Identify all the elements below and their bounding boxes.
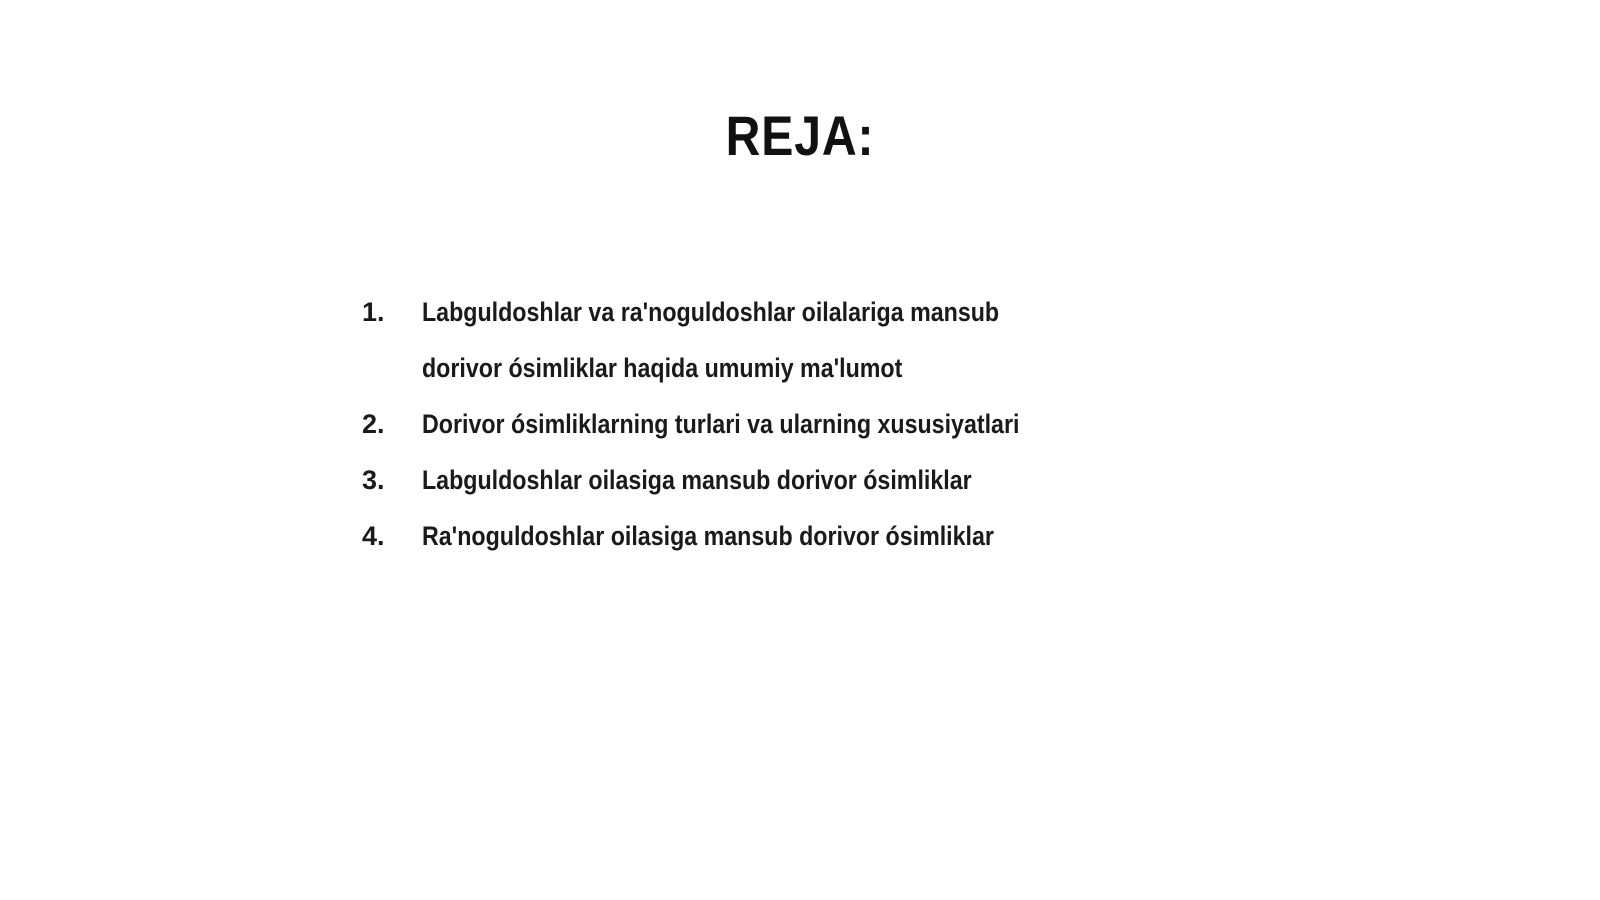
plan-item-1 <box>362 284 1122 396</box>
plan-item-text: Ra'noguldoshlar oilasiga mansub dorivor ósimliklar <box>422 521 994 551</box>
plan-item-3 <box>362 452 1122 508</box>
plan-item-text: Labguldoshlar va ra'noguldoshlar oilalariga mansub dorivor ósimliklar haqida umumiy ma'lumot <box>422 297 1000 383</box>
plan-list <box>362 284 1122 564</box>
plan-item-number: 3. <box>362 465 385 495</box>
plan-item-2 <box>362 396 1122 452</box>
plan-item-number: 4. <box>362 521 385 551</box>
plan-item-4 <box>362 508 1122 564</box>
slide-title: REJA: <box>725 104 875 167</box>
plan-item-number: 1. <box>362 297 385 327</box>
plan-item-number: 2. <box>362 409 385 439</box>
plan-item-text: Labguldoshlar oilasiga mansub dorivor ósimliklar <box>422 465 972 495</box>
plan-item-text: Dorivor ósimliklarning turlari va ularning xususiyatlari <box>422 409 1020 439</box>
